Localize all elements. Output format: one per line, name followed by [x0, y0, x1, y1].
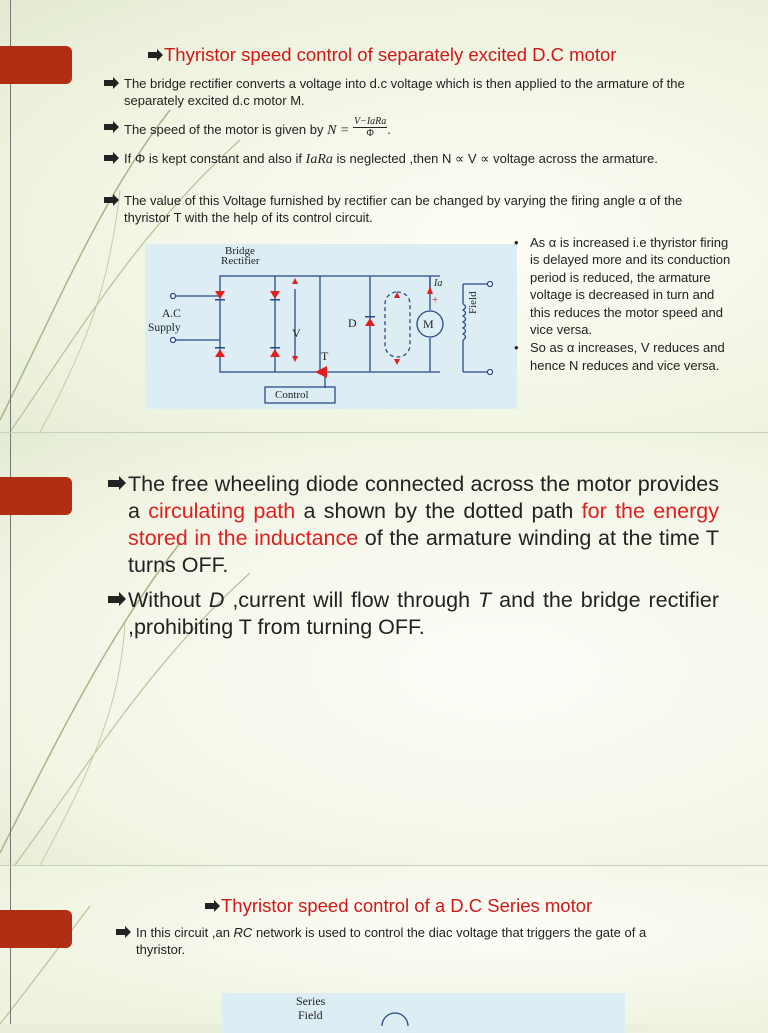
bullet-4: The value of this Voltage furnished by rectifier can be changed by varying the firing angle α of the thyristor T with the help of its control circuit.	[124, 192, 714, 226]
bullet-1: The bridge rectifier converts a voltage into d.c voltage which is then applied to the armature of the separately excited d.c motor M.	[124, 75, 714, 109]
formula-fraction: V−IaRa Φ	[354, 116, 387, 139]
slide-title: Thyristor speed control of separately excited D.C motor	[148, 44, 616, 66]
label-bridge: Bridge	[225, 245, 255, 257]
label-series-field: Field	[298, 1008, 323, 1022]
arrow-bullet-icon	[205, 903, 215, 909]
label-d: D	[348, 316, 357, 330]
arrow-bullet-icon	[104, 124, 114, 130]
label-t: T	[321, 349, 329, 363]
slide-2	[0, 433, 768, 865]
circuit-diagram-2	[222, 993, 625, 1033]
paragraph-2: Without D ,current will flow through T and the bridge rectifier ,prohibiting T from turning OFF.	[128, 587, 719, 641]
bullet-2: The speed of the motor is given by N = V−IaRa Φ .	[124, 119, 714, 142]
arrow-bullet-icon	[104, 80, 114, 86]
bullet-3: If Φ is kept constant and also if IaRa is neglected ,then N ∝ V ∝ voltage across the armature.	[124, 150, 714, 168]
label-supply: Supply	[148, 322, 181, 334]
slide-1	[0, 0, 768, 432]
circuit-drawing	[145, 244, 517, 409]
side-point-1: • As α is increased i.e thyristor firing is delayed more and its conduction period is reduced, the armature voltage is decreased in turn and this reduces the motor speed and vice versa.	[514, 235, 731, 338]
arrow-bullet-icon	[108, 480, 121, 487]
arrow-bullet-icon	[104, 197, 114, 203]
label-m: M	[423, 317, 434, 331]
label-v: V	[292, 326, 301, 340]
paragraph-1: The free wheeling diode connected across the motor provides a circulating path a shown by the dotted path for the energy stored in the inductance of the armature winding at the time T turns OFF.	[128, 471, 719, 579]
circuit-drawing	[222, 993, 625, 1033]
label-ia: Ia	[434, 278, 443, 289]
label-control: Control	[275, 389, 309, 401]
side-notes	[514, 234, 735, 374]
title-tab	[0, 910, 72, 948]
label-ac: A.C	[162, 308, 181, 320]
formula-lhs: N =	[327, 122, 350, 138]
arrow-bullet-icon	[108, 596, 121, 603]
title-tab	[0, 46, 72, 84]
slide-title: Thyristor speed control of a D.C Series motor	[205, 895, 592, 917]
arrow-bullet-icon	[104, 155, 114, 161]
label-field: Field	[467, 291, 479, 314]
arrow-bullet-icon	[116, 929, 126, 935]
title-tab	[0, 477, 72, 515]
arrow-bullet-icon	[148, 52, 158, 58]
label-plus: +	[432, 294, 439, 306]
bullet-1: In this circuit ,an RC network is used to control the diac voltage that triggers the gate of a thyristor.	[136, 924, 696, 958]
circuit-diagram-1	[145, 244, 517, 409]
label-rectifier: Rectifier	[221, 255, 260, 267]
side-point-2: • So as α increases, V reduces and hence N reduces and vice versa.	[514, 340, 725, 373]
label-series: Series	[296, 994, 326, 1008]
